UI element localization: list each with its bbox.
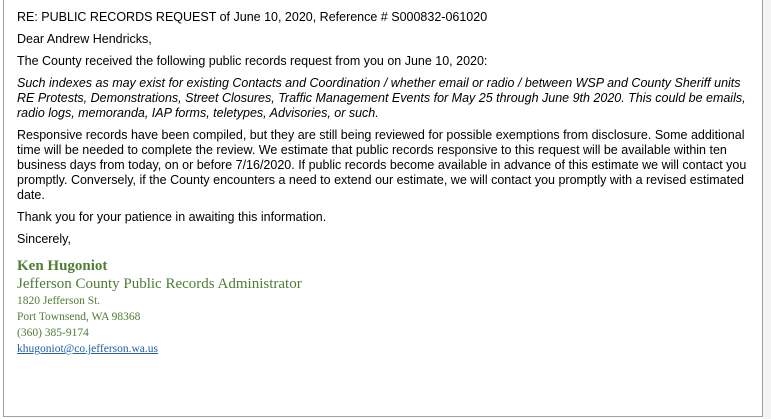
closing: Sincerely, (17, 232, 71, 246)
intro-paragraph: The County received the following public records request from you on June 10, 2020: (17, 54, 488, 68)
request-quote: Such indexes as may exist for existing Contacts and Coordination / whether email or radio / between WSP and County Sheriff units RE Protests, Demonstrations, Street Closures, Traffic Management Events for May 25 through June 9th 2020. This could be emails, radio logs, memoranda, IAP forms, teletypes, Advisories, or such. (17, 76, 746, 120)
subject-line: RE: PUBLIC RECORDS REQUEST of June 10, 2020, Reference # S000832-061020 (17, 10, 488, 24)
response-paragraph: Responsive records have been compiled, but they are still being reviewed for possible exemptions from disclosure. Some additional time will be needed to complete the review. We estimate that public records responsive to this request will be available within ten business days from today, on or before 7/16/2020. If public records become available in advance of this estimate we will contact you promptly. Conversely, if the County encounters a need to extend our estimate, we will contact you promptly with a revised estimated date. (17, 128, 747, 202)
signature-name: Ken Hugoniot (17, 258, 108, 274)
signature-title: Jefferson County Public Records Administrator (17, 276, 302, 292)
signature-address-line1: 1820 Jefferson St. (17, 295, 101, 307)
scrollbar[interactable] (763, 0, 771, 419)
thanks-paragraph: Thank you for your patience in awaiting this information. (17, 210, 327, 224)
signature-address-line2: Port Townsend, WA 98368 (17, 311, 141, 323)
signature-block (17, 257, 752, 357)
signature-phone: (360) 385-9174 (17, 327, 89, 339)
email-body (17, 10, 752, 357)
signature-email-link[interactable]: khugoniot@co.jefferson.wa.us (17, 343, 159, 355)
greeting: Dear Andrew Hendricks, (17, 32, 152, 46)
